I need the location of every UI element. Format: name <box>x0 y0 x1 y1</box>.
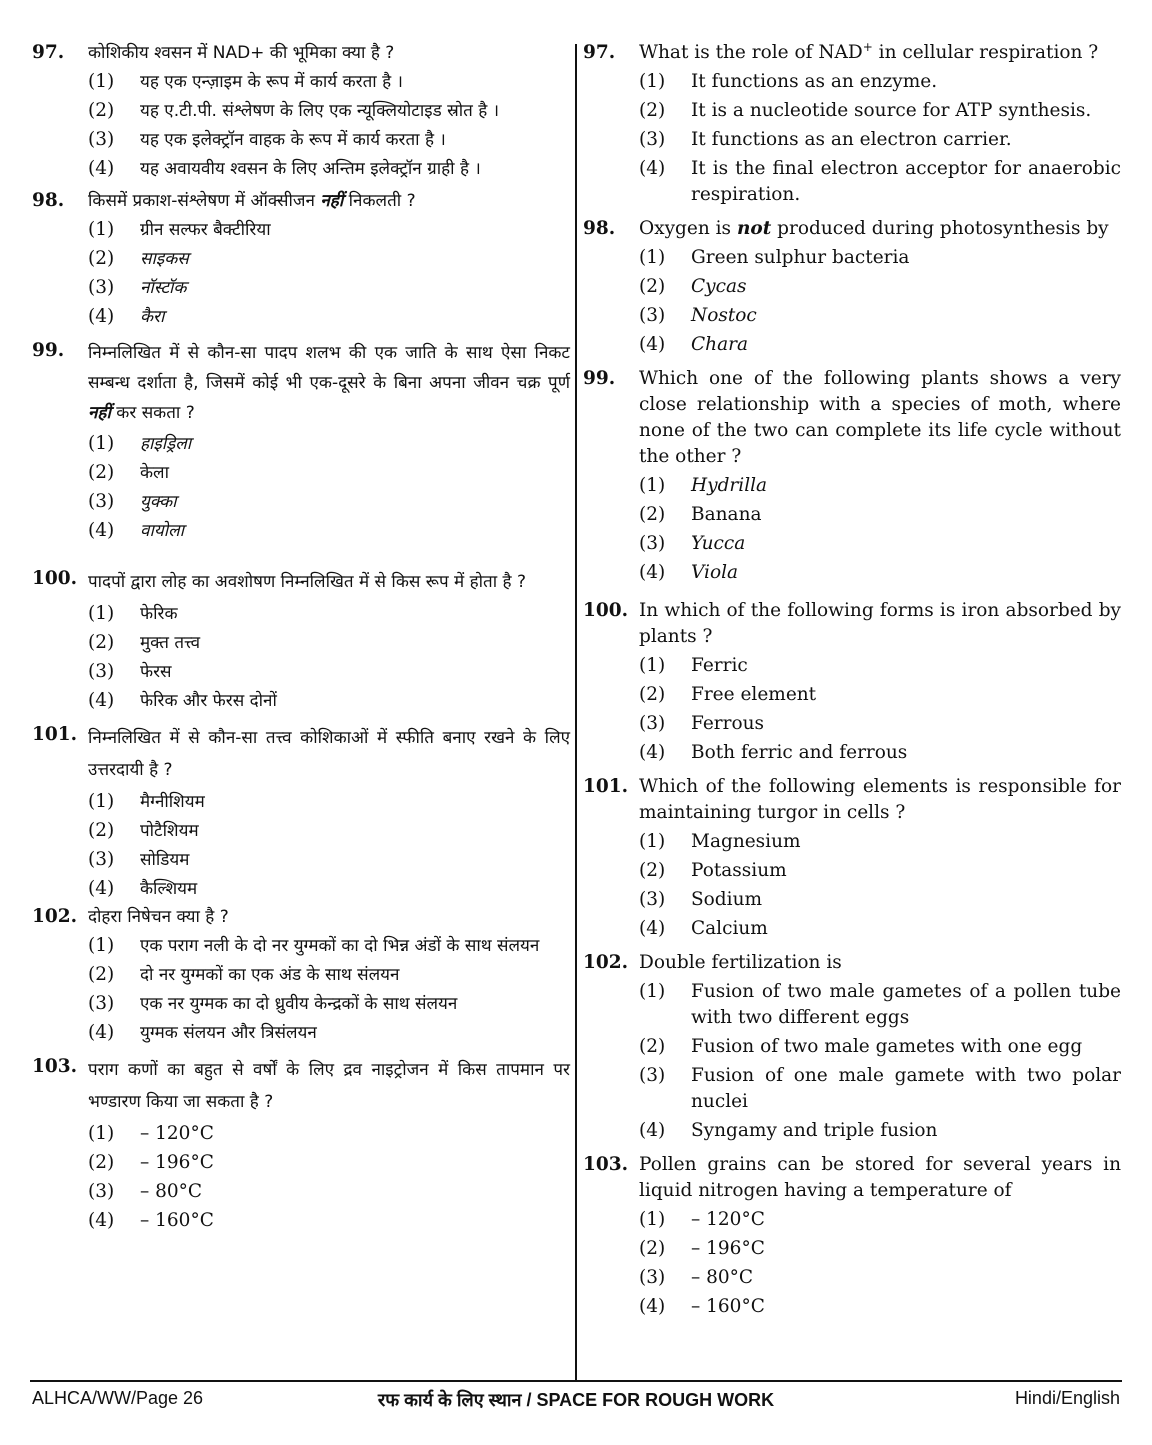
option <box>639 332 1121 358</box>
option-number: (4) <box>639 918 666 939</box>
option-number: (1) <box>639 831 666 852</box>
english-column <box>583 40 1121 1380</box>
option-number: (2) <box>639 1036 666 1057</box>
option-text: युक्का <box>140 492 177 512</box>
option-text: कैरा <box>140 307 165 327</box>
question-text: Which one of the following plants shows a very close relationship with a species of moth, where none of the two can complete its life cycle without the other ? <box>639 368 1121 467</box>
option-text: It is the final electron acceptor for anaerobic respiration. <box>691 158 1121 205</box>
option <box>88 630 570 656</box>
question-text: दोहरा निषेचन क्या है ? <box>88 907 229 927</box>
option-number: (3) <box>88 129 115 150</box>
question-97-english <box>583 40 1121 208</box>
emphasis: नहीं <box>320 191 344 211</box>
option-text: साइकस <box>140 249 189 269</box>
question-text-part: कर सकता ? <box>110 403 195 423</box>
question-text-part: किसमें प्रकाश-संश्लेषण में ऑक्सीजन <box>88 191 321 211</box>
option-number: (1) <box>88 791 115 812</box>
option <box>88 601 570 627</box>
option-text: Ferric <box>691 655 748 676</box>
option-text: हाइड्रिला <box>140 434 192 454</box>
language-label: Hindi/English <box>1014 1388 1120 1408</box>
option <box>88 1179 570 1205</box>
option-text: Cycas <box>691 276 747 297</box>
option <box>88 962 570 988</box>
question-text-part: produced during photosynthesis by <box>771 218 1109 239</box>
option-number: (4) <box>639 742 666 763</box>
option-text: फेरस <box>140 662 172 682</box>
question-number: 98. <box>583 218 616 239</box>
option <box>639 653 1121 679</box>
option-number: (4) <box>639 1120 666 1141</box>
option-text: – 196°C <box>691 1238 765 1259</box>
option-number: (2) <box>88 632 115 653</box>
option-text: यह ए.टी.पी. संश्लेषण के लिए एक न्यूक्लियोटाइड स्रोत है । <box>140 101 500 121</box>
question-text: Double fertilization is <box>639 952 842 973</box>
option <box>639 245 1121 271</box>
option <box>639 711 1121 737</box>
option <box>88 275 570 301</box>
option <box>639 858 1121 884</box>
option <box>88 1208 570 1234</box>
option-number: (4) <box>88 158 115 179</box>
option-number: (1) <box>88 935 115 956</box>
option-text: It functions as an enzyme. <box>691 71 938 92</box>
option-number: (2) <box>88 964 115 985</box>
question-text: निम्नलिखित में से कौन-सा तत्त्व कोशिकाओं में स्फीति बनाए रखने के लिए उत्तरदायी है ? <box>88 728 570 780</box>
option <box>639 1207 1121 1233</box>
option-number: (4) <box>88 878 115 899</box>
option <box>88 688 570 714</box>
option-number: (1) <box>639 475 666 496</box>
option-text: It is a nucleotide source for ATP synthesis. <box>691 100 1092 121</box>
question-100-hindi <box>32 566 570 714</box>
option-text: एक पराग नली के दो नर युग्मकों का दो भिन्न अंडों के साथ संलयन <box>140 936 540 956</box>
option-text: Syngamy and triple fusion <box>691 1120 938 1141</box>
option-text: मुक्त तत्त्व <box>140 633 201 653</box>
option <box>88 304 570 330</box>
option-text: Fusion of two male gametes with one egg <box>691 1036 1083 1057</box>
option-number: (4) <box>88 306 115 327</box>
option <box>88 818 570 844</box>
question-text-part: in cellular respiration ? <box>872 42 1099 63</box>
option-number: (4) <box>639 562 666 583</box>
option-number: (1) <box>639 655 666 676</box>
option-number: (2) <box>639 100 666 121</box>
option <box>88 1121 570 1147</box>
option <box>639 740 1121 766</box>
option <box>639 1063 1121 1115</box>
question-number: 100. <box>583 600 629 621</box>
question-98-hindi <box>32 188 570 330</box>
option <box>639 1236 1121 1262</box>
option-text: यह एक एन्ज़ाइम के रूप में कार्य करता है । <box>140 72 403 92</box>
option <box>88 659 570 685</box>
option <box>639 682 1121 708</box>
rough-work-label: रफ कार्य के लिए स्थान / SPACE FOR ROUGH WORK <box>377 1390 775 1410</box>
option <box>639 1294 1121 1320</box>
option-text: Potassium <box>691 860 787 881</box>
option-number: (4) <box>88 520 115 541</box>
option-text: – 160°C <box>691 1296 765 1317</box>
option-text: वायोला <box>140 521 185 541</box>
question-text <box>639 216 1121 242</box>
option <box>639 531 1121 557</box>
option-number: (1) <box>639 981 666 1002</box>
question-text-part: Oxygen is <box>639 218 737 239</box>
question-99-hindi <box>32 338 570 544</box>
emphasis: not <box>736 218 772 239</box>
option-number: (1) <box>88 71 115 92</box>
option <box>88 127 570 153</box>
option <box>88 518 570 544</box>
question-103-hindi <box>32 1054 570 1234</box>
option <box>88 489 570 515</box>
option-number: (3) <box>639 305 666 326</box>
option <box>639 1265 1121 1291</box>
question-text: पादपों द्वारा लोह का अवशोषण निम्नलिखित में से किस रूप में होता है ? <box>88 572 527 592</box>
option <box>639 1118 1121 1144</box>
option <box>88 1150 570 1176</box>
question-99-english <box>583 366 1121 586</box>
question-number: 101. <box>583 776 629 797</box>
option-text: केला <box>140 463 169 483</box>
question-text: Which of the following elements is responsible for maintaining turgor in cells ? <box>639 776 1121 823</box>
question-text <box>639 40 1121 66</box>
option-number: (2) <box>639 1238 666 1259</box>
question-number: 101. <box>32 724 78 745</box>
option-number: (3) <box>639 1065 666 1086</box>
option-text: Yucca <box>691 533 746 554</box>
option <box>88 1020 570 1046</box>
option-number: (1) <box>639 1209 666 1230</box>
option-number: (2) <box>88 248 115 269</box>
footer-rule <box>30 1380 1122 1382</box>
option <box>88 876 570 902</box>
question-number: 99. <box>583 368 616 389</box>
question-103-english <box>583 1152 1121 1320</box>
option-number: (1) <box>639 247 666 268</box>
option-number: (2) <box>639 684 666 705</box>
option-text: Fusion of one male gamete with two polar nuclei <box>691 1065 1121 1112</box>
option-number: (4) <box>88 690 115 711</box>
option-number: (3) <box>639 1267 666 1288</box>
question-text: पराग कणों का बहुत से वर्षों के लिए द्रव नाइट्रोजन में किस तापमान पर भण्डारण किया जा सकता है ? <box>88 1060 570 1112</box>
option <box>639 156 1121 208</box>
option-number: (4) <box>88 1210 115 1231</box>
question-number: 103. <box>583 1154 629 1175</box>
question-102-hindi <box>32 904 570 1046</box>
option-text: Green sulphur bacteria <box>691 247 910 268</box>
option <box>88 217 570 243</box>
option <box>639 979 1121 1031</box>
option-number: (1) <box>88 1123 115 1144</box>
option-number: (3) <box>639 889 666 910</box>
question-number: 102. <box>583 952 629 973</box>
option-text: It functions as an electron carrier. <box>691 129 1012 150</box>
page-code: ALHCA/WW/Page 26 <box>32 1388 204 1408</box>
option <box>639 1034 1121 1060</box>
question-98-english <box>583 216 1121 358</box>
option <box>639 887 1121 913</box>
option-text: यह एक इलेक्ट्रॉन वाहक के रूप में कार्य करता है । <box>140 130 446 150</box>
option-text: Sodium <box>691 889 763 910</box>
option <box>88 460 570 486</box>
question-number: 102. <box>32 906 78 927</box>
question-number: 100. <box>32 568 78 589</box>
option-text: एक नर युग्मक का दो ध्रुवीय केन्द्रकों के साथ संलयन <box>140 994 458 1014</box>
superscript: + <box>862 39 873 54</box>
option-text: Fusion of two male gametes of a pollen tube with two different eggs <box>691 981 1121 1028</box>
option-text: फेरिक और फेरस दोनों <box>140 691 277 711</box>
option-number: (3) <box>88 1181 115 1202</box>
option-text: – 160°C <box>140 1210 214 1231</box>
hindi-column <box>32 40 570 1380</box>
option-text: Ferrous <box>691 713 765 734</box>
option-text: Banana <box>691 504 762 525</box>
option <box>639 473 1121 499</box>
option-text: यह अवायवीय श्वसन के लिए अन्तिम इलेक्ट्रॉन ग्राही है । <box>140 159 481 179</box>
option-text: – 120°C <box>140 1123 214 1144</box>
option-text: पोटैशियम <box>140 821 199 841</box>
question-100-english <box>583 598 1121 766</box>
option-number: (1) <box>88 433 115 454</box>
option-text: – 196°C <box>140 1152 214 1173</box>
question-number: 98. <box>32 190 65 211</box>
option-text: Hydrilla <box>691 475 768 496</box>
option <box>639 502 1121 528</box>
option-text: Calcium <box>691 918 768 939</box>
option-number: (2) <box>639 276 666 297</box>
option-number: (4) <box>88 1022 115 1043</box>
option-text: – 80°C <box>691 1267 754 1288</box>
option-number: (4) <box>639 334 666 355</box>
option-number: (3) <box>639 533 666 554</box>
option-text: – 80°C <box>140 1181 203 1202</box>
option <box>639 274 1121 300</box>
option-number: (3) <box>88 993 115 1014</box>
question-97-hindi <box>32 40 570 182</box>
option <box>639 829 1121 855</box>
option <box>88 69 570 95</box>
question-text: In which of the following forms is iron absorbed by plants ? <box>639 600 1121 647</box>
option <box>88 98 570 124</box>
option-text: फेरिक <box>140 604 178 624</box>
question-text-part: निम्नलिखित में से कौन-सा पादप शलभ की एक जाति के साथ ऐसा निकट सम्बन्ध दर्शाता है, जिसमें कोई भी एक-दूसरे के बिना अपना जीवन चक्र पूर्ण <box>88 343 570 393</box>
option-number: (3) <box>88 491 115 512</box>
option-text: Chara <box>691 334 748 355</box>
question-101-hindi <box>32 722 570 902</box>
option-text: – 120°C <box>691 1209 765 1230</box>
option-number: (3) <box>639 713 666 734</box>
question-text <box>88 188 570 214</box>
option-number: (3) <box>639 129 666 150</box>
column-divider <box>575 44 577 1380</box>
option-number: (3) <box>88 661 115 682</box>
option <box>88 991 570 1017</box>
option-number: (2) <box>88 1152 115 1173</box>
option-number: (3) <box>88 277 115 298</box>
question-text: कोशिकीय श्वसन में NAD+ की भूमिका क्या है ? <box>88 43 395 63</box>
option-text: दो नर युग्मकों का एक अंड के साथ संलयन <box>140 965 400 985</box>
option-number: (2) <box>639 860 666 881</box>
option-number: (2) <box>88 820 115 841</box>
option-number: (3) <box>88 849 115 870</box>
question-number: 103. <box>32 1056 78 1077</box>
option <box>639 560 1121 586</box>
option <box>639 98 1121 124</box>
question-101-english <box>583 774 1121 942</box>
option <box>88 933 570 959</box>
question-number: 99. <box>32 340 65 361</box>
option-text: मैग्नीशियम <box>140 792 205 812</box>
option <box>639 127 1121 153</box>
option-text: Free element <box>691 684 817 705</box>
option <box>88 847 570 873</box>
option-number: (2) <box>88 462 115 483</box>
option <box>639 69 1121 95</box>
question-number: 97. <box>583 42 616 63</box>
option-text: Viola <box>691 562 739 583</box>
option-text: सोडियम <box>140 850 190 870</box>
question-number: 97. <box>32 42 65 63</box>
option <box>88 789 570 815</box>
option-text: Both ferric and ferrous <box>691 742 908 763</box>
question-102-english <box>583 950 1121 1144</box>
option-number: (4) <box>639 1296 666 1317</box>
option-number: (1) <box>639 71 666 92</box>
option-text: नॉस्टॉक <box>140 278 187 298</box>
option-text: Nostoc <box>691 305 757 326</box>
page-footer <box>32 1388 1120 1416</box>
option-text: कैल्शियम <box>140 879 198 899</box>
option-text: युग्मक संलयन और त्रिसंलयन <box>140 1023 317 1043</box>
question-text: Pollen grains can be stored for several years in liquid nitrogen having a temperature of <box>639 1154 1121 1201</box>
option-text: ग्रीन सल्फर बैक्टीरिया <box>140 220 271 240</box>
option <box>639 303 1121 329</box>
option <box>88 246 570 272</box>
option-number: (1) <box>88 219 115 240</box>
option-number: (2) <box>88 100 115 121</box>
option <box>88 431 570 457</box>
question-text-part: What is the role of NAD <box>639 42 863 63</box>
emphasis: नहीं <box>88 403 111 423</box>
option-number: (1) <box>88 603 115 624</box>
option-number: (4) <box>639 158 666 179</box>
option <box>639 916 1121 942</box>
option-number: (2) <box>639 504 666 525</box>
question-text-part: निकलती ? <box>343 191 416 211</box>
question-text <box>88 338 570 428</box>
option <box>88 156 570 182</box>
option-text: Magnesium <box>691 831 801 852</box>
